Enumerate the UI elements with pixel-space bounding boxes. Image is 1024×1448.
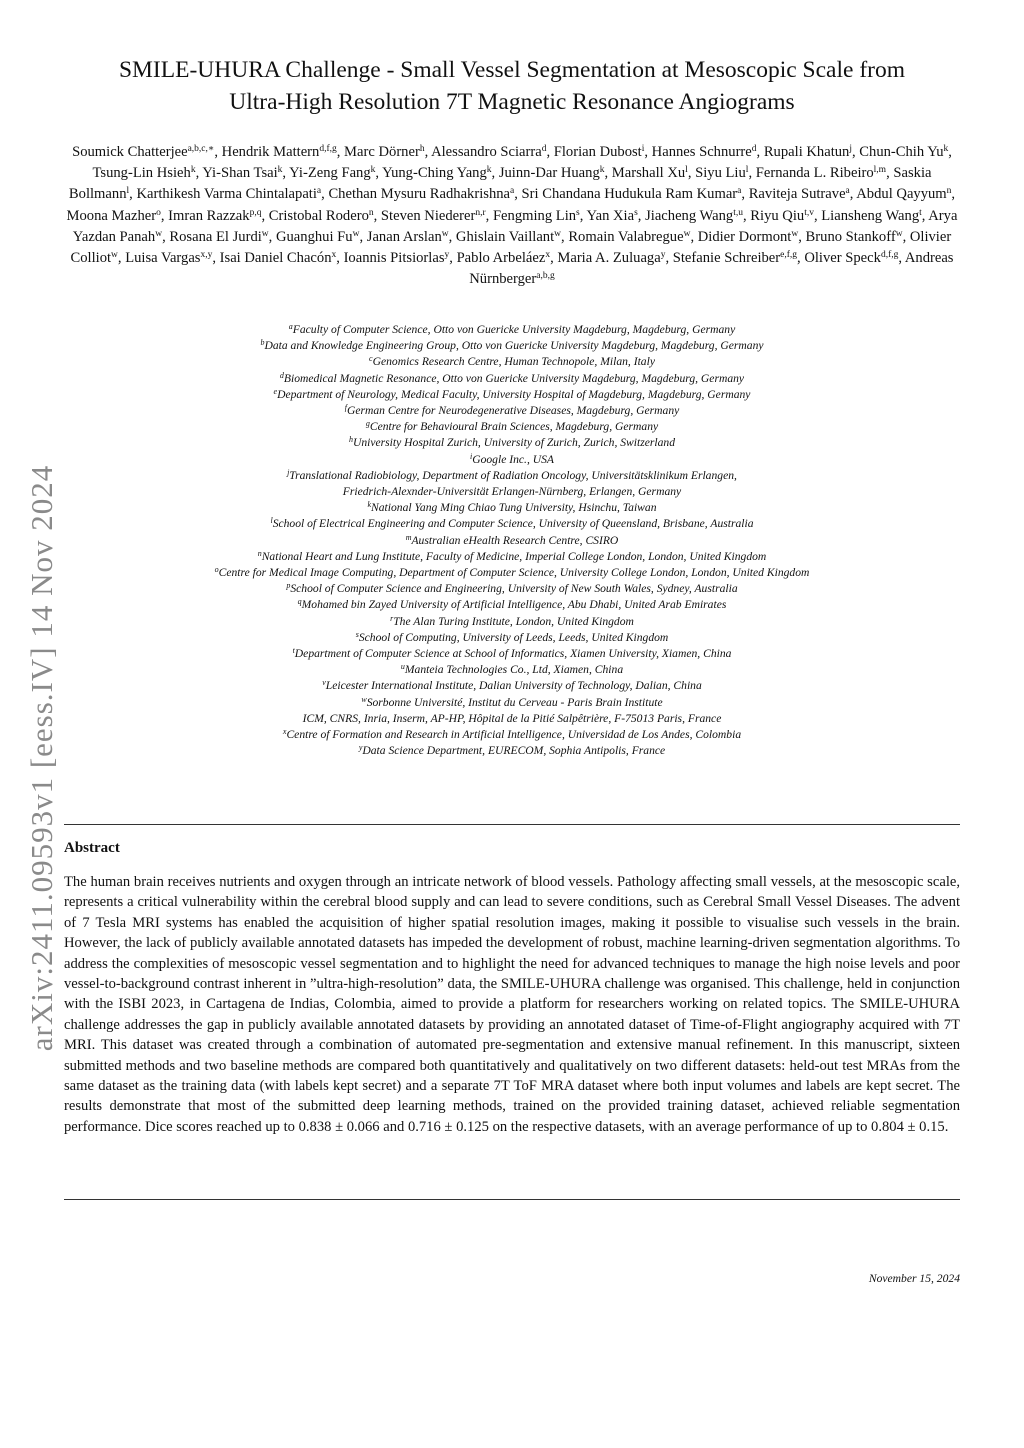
author-affiliation-marker: k — [486, 165, 492, 176]
author-name: Isai Daniel Chacón — [219, 250, 332, 267]
affiliation-text: School of Electrical Engineering and Computer Science, University of Queensland, Brisbane, Australia — [272, 517, 754, 531]
affiliation — [70, 452, 954, 468]
affiliation-text: Data Science Department, EURECOM, Sophia Antipolis, France — [362, 744, 666, 758]
author-affiliation-marker: k — [943, 144, 949, 154]
author-affiliation-marker: k — [599, 165, 605, 176]
affiliation — [70, 403, 954, 419]
author-affiliation-marker: l — [685, 165, 688, 176]
author-affiliation-marker: d — [541, 144, 547, 154]
author-name: Rosana El Jurdi — [169, 228, 262, 245]
author — [645, 208, 743, 224]
affiliation-key: a — [288, 322, 293, 331]
author-name: Marshall Xu — [611, 165, 686, 182]
author-affiliation-marker: k — [190, 165, 196, 176]
author-name: Tsung-Lin Hsieh — [92, 165, 191, 182]
affiliation-text: National Yang Ming Chiao Tung University, Hsinchu, Taiwan — [371, 501, 657, 515]
author-name: Janan Arslan — [366, 228, 442, 245]
author-name: Chun-Chih Yu — [859, 144, 944, 160]
author-name: Stefanie Schreiber — [672, 250, 781, 267]
author — [568, 229, 690, 245]
author-affiliation-marker: w — [261, 228, 269, 239]
affiliation-key: f — [344, 403, 347, 413]
affiliation-text: Australian eHealth Research Centre, CSIRO — [411, 533, 619, 547]
author-name: Oliver Speck — [804, 250, 881, 267]
author — [522, 186, 742, 202]
author-name: Raviteja Sutrave — [748, 186, 846, 203]
affiliation — [70, 516, 954, 532]
author-affiliation-marker: s — [576, 207, 580, 218]
author-name: Yi-Zeng Fang — [289, 165, 371, 182]
author-affiliation-marker: x,y — [200, 250, 213, 261]
affiliation-key: o — [214, 565, 219, 575]
affiliation — [70, 338, 954, 354]
author-affiliation-marker: a — [316, 186, 322, 197]
affiliation-text: National Heart and Lung Institute, Faculty of Medicine, Imperial College London, London, United Kingdom — [261, 549, 767, 563]
affiliation — [70, 614, 954, 630]
affiliation — [70, 322, 954, 338]
affiliation-key: h — [348, 435, 353, 445]
affiliation-text: Genomics Research Centre, Human Technopole, Milan, Italy — [372, 355, 655, 369]
author — [269, 208, 374, 224]
author — [93, 165, 196, 181]
affiliation — [70, 662, 954, 678]
affiliation-text: Centre for Medical Image Computing, Department of Computer Science, University College London, London, United Kingdom — [218, 566, 810, 580]
affiliation — [70, 435, 954, 451]
affiliation — [70, 581, 954, 597]
affiliation-text: Faculty of Computer Science, Otto von Guericke University Magdeburg, Magdeburg, Germany — [292, 323, 736, 336]
author-name: Didier Dormont — [697, 228, 792, 245]
author-name: Florian Dubost — [553, 144, 642, 160]
affiliation-list — [70, 322, 954, 759]
author — [493, 208, 580, 224]
author — [804, 250, 898, 266]
author-name: Juinn-Dar Huang — [498, 165, 600, 182]
affiliation-text: University Hospital Zurich, University of Zurich, Zurich, Switzerland — [352, 436, 676, 450]
author-affiliation-marker: j — [849, 144, 852, 154]
author-affiliation-marker: a — [510, 186, 515, 197]
author-name: Karthikesh Varma Chintalapati — [136, 186, 317, 203]
author — [136, 186, 321, 202]
affiliation — [70, 468, 954, 484]
author-affiliation-marker: t,u — [733, 207, 743, 218]
affiliation-text: The Alan Turing Institute, London, United Kingdom — [393, 614, 634, 628]
paper-title — [70, 54, 954, 118]
author-affiliation-marker: d — [751, 144, 757, 154]
affiliation-key: b — [260, 338, 265, 348]
affiliation — [70, 549, 954, 565]
author-affiliation-marker: t — [919, 207, 922, 218]
author-affiliation-marker: l,m — [873, 165, 887, 176]
author — [859, 144, 948, 160]
author-name: Maria A. Zuluaga — [557, 250, 661, 267]
affiliation — [70, 678, 954, 694]
affiliation-key: u — [400, 662, 405, 672]
author-name: Soumick Chatterjee — [72, 144, 188, 160]
author — [698, 229, 799, 245]
affiliation-key: v — [322, 678, 326, 688]
author-name: Luisa Vargas — [125, 250, 201, 267]
abstract-heading: Abstract — [64, 840, 120, 856]
author-name: Fernanda L. Ribeiro — [755, 165, 874, 182]
author-name: Yi-Shan Tsai — [202, 165, 278, 182]
affiliation-text: Department of Computer Science at School of Informatics, Xiamen University, Xiamen, China — [294, 647, 732, 661]
author-name: Sri Chandana Hudukula Ram Kumar — [521, 186, 738, 203]
author — [806, 229, 903, 245]
author-name: Fengming Lin — [492, 207, 577, 224]
author-affiliation-marker: x — [331, 250, 337, 261]
author-affiliation-marker: n — [946, 186, 952, 197]
affiliation-key: c — [369, 354, 373, 364]
author — [125, 250, 212, 266]
affiliation-key: p — [286, 581, 291, 591]
author-name: Ioannis Pitsiorlas — [343, 250, 445, 267]
affiliation-key: s — [355, 629, 359, 639]
affiliation-text: Department of Neurology, Medical Faculty, University Hospital of Magdeburg, Magdeburg, Germany — [277, 387, 751, 401]
author — [344, 250, 450, 266]
affiliation — [70, 711, 954, 727]
affiliation — [70, 743, 954, 759]
author-name: Hendrik Mattern — [221, 144, 320, 160]
author-affiliation-marker: e,f,g — [780, 250, 798, 261]
affiliation — [70, 646, 954, 662]
author-name: Guanghui Fu — [275, 228, 353, 245]
author — [381, 208, 486, 224]
affiliation-key: m — [405, 532, 412, 542]
affiliation-text: Biomedical Magnetic Resonance, Otto von Guericke University Magdeburg, Magdeburg, Germany — [283, 371, 745, 385]
author-affiliation-marker: w — [895, 228, 903, 239]
author-name: Steven Niederer — [380, 207, 476, 224]
author — [457, 250, 551, 266]
author — [856, 186, 951, 202]
affiliation-text: Mohamed bin Zayed University of Artificial Intelligence, Abu Dhabi, United Arab Emirates — [301, 598, 727, 612]
affiliation — [70, 387, 954, 403]
author-name: Saskia Bollmann — [68, 165, 932, 203]
author-name: Siyu Liu — [695, 165, 746, 182]
author — [169, 229, 268, 245]
author-list: Soumick Chatterjee$^{a,b,c,∗}$, Hendrik Mattern$^{d,f,g}$, Marc Dörner$^h$, Alessandro Sciarra$^d$, Florian Dubost$^i$, Hannes Schnurre$^d$, Rupali Khatun$^j$, Chun-Chih Yu$^k$, Tsung-Lin Hsieh$^k$, Yi-Shan Tsai$^k$, Yi-Zeng Fang$^k$, Yung-Ching Yang$^k$, Juinn-Dar Huang$^k$, Marshall Xu$^l$, Siyu Liu$^l$, Fernanda L. Ribeiro$^{l,m}$, Saskia Bollmann$^l$, Karthikesh Varma Chintalapati$^a$, Chethan Mysuru Radhakrishna$^a$, Sri Chandana Hudukula Ram Kumar$^a$, Raviteja Sutrave$^a$, Abdul Qayyum$^n$, Moona Mazher$^o$, Imran Razzak$^{p,q}$, Cristobal Rodero$^n$, Steven Niederer$^{n,r}$, Fengming Lin$^s$, Yan Xia$^s$, Jiacheng Wang$^{t,u}$, Riyu Qiu$^{t,v}$, Liansheng Wang$^t$, Arya Yazdan Panah$^w$, Rosana El Jurdi$^w$, Guanghui Fu$^w$, Janan Arslan$^w$, Ghislain Vaillant$^w$, Romain Valabregue$^w$, Didier Dormont$^w$, Bruno Stankoff$^w$, Olivier Colliot$^w$, Luisa Vargas$^{x,y}$, Isai Daniel Chacón$^x$, Ioannis Pitsiorlas$^y$, Pablo Arbeláez$^x$, Maria A. Zuluaga$^y$, Stefanie Schreiber$^{e,f,g}$, Oliver Speck$^{d,f,g}$, Andreas Nürnberger$^{a,b,g}$ — [66, 144, 958, 288]
affiliation-text: Centre of Formation and Research in Artificial Intelligence, Universidad de Los Andes, Colombia — [286, 728, 742, 742]
affiliation-key: i — [469, 451, 473, 461]
affiliation-text: Manteia Technologies Co., Ltd, Xiamen, China — [404, 663, 624, 677]
affiliation — [70, 727, 954, 743]
author — [764, 144, 852, 160]
arxiv-identifier: arXiv:2411.09593v1 [eess.IV] 14 Nov 2024 — [24, 464, 59, 1051]
author-affiliation-marker: d,f,g — [880, 250, 899, 261]
affiliation-text: Friedrich-Alexnder-Universität Erlangen-Nürnberg, Erlangen, Germany — [342, 485, 682, 499]
author — [821, 208, 922, 224]
author — [695, 165, 748, 181]
author-affiliation-marker: a — [737, 186, 742, 197]
author — [499, 165, 605, 181]
author-affiliation-marker: x — [545, 250, 551, 261]
affiliation-text: Google Inc., USA — [472, 452, 554, 466]
author-name: Imran Razzak — [168, 207, 250, 224]
affiliation — [70, 630, 954, 646]
author-affiliation-marker: a,b,g — [536, 271, 555, 282]
author-name: Yung-Ching Yang — [382, 165, 487, 182]
author — [367, 229, 449, 245]
author-name: Ghislain Vaillant — [455, 228, 555, 245]
author — [344, 144, 425, 160]
author-name: Andreas Nürnberger — [469, 250, 954, 288]
author-name: Marc Dörner — [344, 144, 420, 160]
author-affiliation-marker: o — [156, 207, 161, 218]
author-affiliation-marker: a — [845, 186, 850, 197]
author-affiliation-marker: w — [791, 228, 799, 239]
abstract-top-rule — [64, 824, 960, 825]
paper-date: November 15, 2024 — [868, 1272, 960, 1285]
affiliation — [70, 484, 954, 500]
author-affiliation-marker: y — [444, 250, 450, 261]
affiliation — [70, 533, 954, 549]
author-affiliation-marker: w — [683, 228, 691, 239]
author-name: Liansheng Wang — [821, 207, 920, 224]
affiliation-key: l — [270, 516, 273, 526]
affiliation-key: t — [292, 646, 295, 656]
author-affiliation-marker: i — [641, 144, 645, 154]
affiliation-text: ICM, CNRS, Inria, Inserm, AP-HP, Hôpital de la Pitié Salpêtrière, F-75013 Paris, France — [302, 711, 722, 725]
author — [673, 250, 797, 266]
author-affiliation-marker: k — [277, 165, 283, 176]
affiliation — [70, 565, 954, 581]
affiliation-text: Translational Radiobiology, Department of Radiation Oncology, Universitätsklinikum Erlangen, — [289, 468, 737, 482]
author — [289, 165, 375, 181]
affiliation-key: j — [287, 467, 290, 477]
author-name: Bruno Stankoff — [805, 228, 896, 245]
affiliation-text: Data and Knowledge Engineering Group, Otto von Guericke University Magdeburg, Magdeburg, Germany — [264, 339, 764, 353]
affiliation-key: k — [367, 500, 372, 510]
author-affiliation-marker: n,r — [475, 207, 486, 218]
abstract-bottom-rule — [64, 1199, 960, 1200]
abstract-body: The human brain receives nutrients and oxygen through an intricate network of blood vessels. Pathology affecting small vessels, at the mesoscopic scale, represents a critical vulnerability within the cerebral blood supply and can lead to severe conditions, such as Cerebral Small Vessel Diseases. The advent of 7 Tesla MRI systems has enabled the acquisition of higher spatial resolution images, making it possible to visualise such vessels in the brain. However, the lack of publicly available annotated datasets has impeded the development of robust, machine learning-driven segmentation algorithms. To address the complexities of mesoscopic vessel segmentation and to highlight the need for advanced techniques to manage the high noise levels and poor vessel-to-background contrast inherent in ”ultra-high-resolution” data, the SMILE-UHURA challenge was organised. This challenge, held in conjunction with the ISBI 2023, in Cartagena de Indias, Colombia, aimed to provide a platform for researchers working on related topics. The SMILE-UHURA challenge addresses the gap in publicly available annotated datasets by providing an annotated dataset of Time-of-Flight angiography acquired with 7T MRI. This dataset was created through a combination of automated pre-segmentation and extensive manual refinement. In this manuscript, sixteen submitted methods and two baseline methods are compared both quantitatively and qualitatively on two different datasets: held-out test MRAs from the same dataset as the training data (with labels kept secret) and a separate 7T ToF MRA dataset where both input volumes and labels are kept secret. The results demonstrate that most of the submitted deep learning methods, trained on the provided training dataset, achieved reliable segmentation performance. Dice scores reached up to 0.838 ± 0.066 and 0.716 ± 0.125 on the respective datasets, with an average performance of up to 0.804 ± 0.15. — [64, 874, 960, 1135]
affiliation-text: Centre for Behavioural Brain Sciences, Magdeburg, Germany — [369, 420, 659, 434]
author-affiliation-marker: l — [745, 165, 749, 176]
author-affiliation-marker: w — [155, 228, 163, 239]
author-name: Olivier Colliot — [70, 228, 952, 267]
author — [456, 229, 561, 245]
affiliation-key: w — [361, 694, 367, 704]
author-affiliation-marker: w — [441, 228, 449, 239]
author-affiliation-marker: t,v — [804, 207, 814, 218]
affiliation-key: x — [282, 727, 287, 737]
author-affiliation-marker: w — [352, 228, 360, 239]
author-name: Arya Yazdan Panah — [72, 207, 958, 245]
affiliation-key: q — [297, 597, 302, 607]
affiliation — [70, 419, 954, 435]
affiliation-key: n — [257, 548, 262, 558]
affiliation-key: d — [279, 370, 284, 380]
author-name: Pablo Arbeláez — [456, 250, 546, 267]
author — [67, 208, 161, 224]
author-affiliation-marker: a,b,c,∗ — [187, 144, 215, 154]
author-name: Rupali Khatun — [763, 144, 850, 160]
author-affiliation-marker: h — [419, 144, 425, 154]
author-name: Jiacheng Wang — [645, 207, 734, 224]
affiliation-text: Leicester International Institute, Dalian University of Technology, Dalian, China — [325, 679, 702, 693]
author-name: Romain Valabregue — [568, 228, 684, 245]
author — [202, 165, 282, 181]
author — [756, 165, 886, 181]
title-line-2: Ultra-High Resolution 7T Magnetic Resonance Angiograms — [229, 89, 795, 115]
author — [554, 144, 645, 160]
affiliation — [70, 597, 954, 613]
author — [612, 165, 688, 181]
author-affiliation-marker: s — [634, 207, 638, 218]
author-affiliation-marker: w — [111, 250, 118, 261]
author-affiliation-marker: w — [554, 228, 562, 239]
author — [587, 208, 638, 224]
author-name: Hannes Schnurre — [651, 144, 752, 160]
author — [222, 144, 337, 160]
author — [557, 250, 665, 266]
author-affiliation-marker: p,q — [249, 207, 262, 218]
author — [652, 144, 757, 160]
affiliation-text: School of Computing, University of Leeds, Leeds, United Kingdom — [358, 630, 669, 644]
author — [168, 208, 261, 224]
affiliation — [70, 354, 954, 370]
author-name: Alessandro Sciarra — [431, 144, 542, 160]
affiliation-text: German Centre for Neurodegenerative Diseases, Magdeburg, Germany — [346, 404, 680, 418]
author — [72, 144, 214, 160]
author — [750, 208, 814, 224]
author — [431, 144, 546, 160]
author-name: Chethan Mysuru Radhakrishna — [328, 186, 511, 203]
affiliation-text: School of Computer Science and Engineering, University of New South Wales, Sydney, Australia — [290, 582, 738, 596]
author-affiliation-marker: y — [660, 250, 666, 261]
author — [220, 250, 337, 266]
author — [328, 186, 514, 202]
author-name: Riyu Qiu — [750, 207, 805, 224]
author — [276, 229, 360, 245]
affiliation — [70, 371, 954, 387]
title-line-1: SMILE-UHURA Challenge - Small Vessel Segmentation at Mesoscopic Scale from — [118, 57, 906, 83]
affiliation-text: Sorbonne Université, Institut du Cerveau - Paris Brain Institute — [366, 695, 663, 709]
author-name: Abdul Qayyum — [856, 186, 947, 203]
affiliation-key: g — [365, 419, 370, 429]
author-name: Moona Mazher — [66, 207, 157, 224]
author-affiliation-marker: l — [126, 186, 130, 197]
author-affiliation-marker: n — [368, 207, 374, 218]
author-affiliation-marker: k — [370, 165, 376, 176]
author — [749, 186, 850, 202]
affiliation — [70, 695, 954, 711]
author — [382, 165, 491, 181]
affiliation — [70, 500, 954, 516]
author-affiliation-marker: d,f,g — [319, 144, 337, 154]
affiliation-key: e — [273, 386, 278, 396]
affiliation-key: r — [390, 613, 394, 623]
affiliation-key: y — [358, 743, 363, 753]
author-name: Yan Xia — [586, 207, 635, 224]
arxiv-stamp — [20, 445, 64, 1070]
author-name: Cristobal Rodero — [268, 207, 369, 224]
